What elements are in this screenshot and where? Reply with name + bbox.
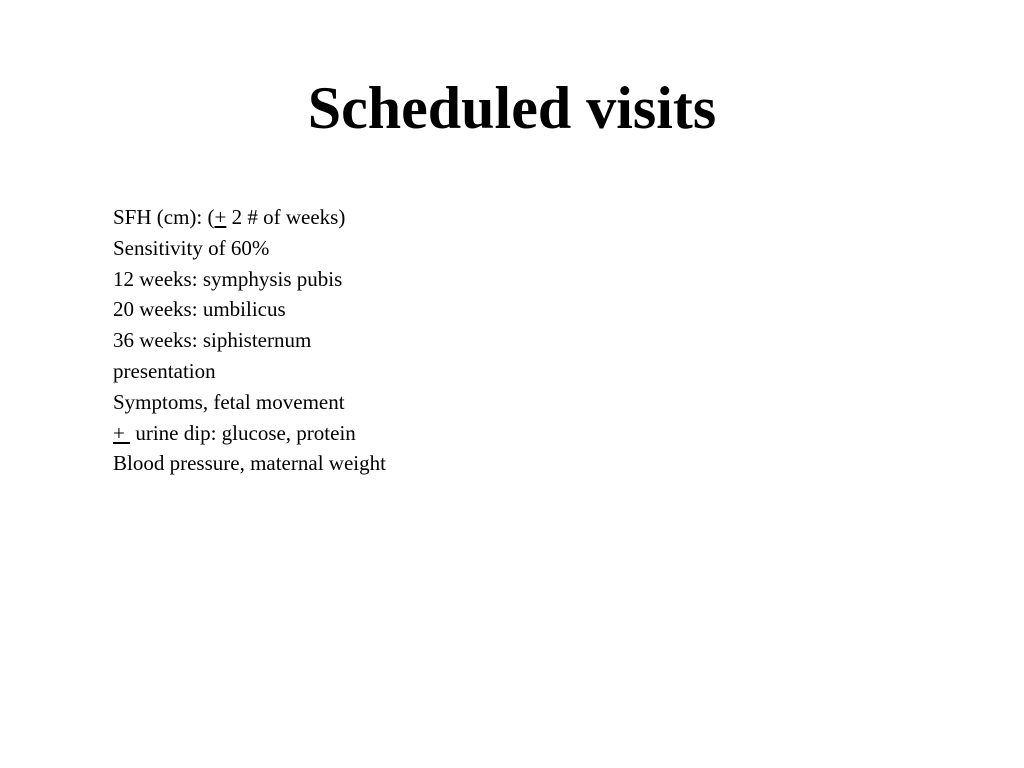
plus-minus-symbol: + (214, 205, 227, 229)
line-sensitivity: Sensitivity of 60% (113, 235, 270, 260)
line-urine-dip (113, 418, 813, 449)
line-blood-pressure: Blood pressure, maternal weight (113, 451, 386, 476)
slide-title: Scheduled visits (307, 75, 717, 141)
bullet-list (113, 202, 813, 479)
sfh-label: SFH (cm): ( (113, 205, 215, 229)
line-20-weeks: 20 weeks: umbilicus (113, 297, 286, 322)
line-presentation: presentation (113, 358, 216, 383)
urine-dip-text: urine dip: glucose, protein (130, 420, 356, 445)
line-sfh (113, 202, 813, 233)
line-symptoms: Symptoms, fetal movement (113, 389, 345, 414)
line-36-weeks: 36 weeks: siphisternum (113, 328, 312, 353)
plus-minus-symbol: + (113, 420, 131, 445)
sfh-rule: 2 # of weeks) (226, 205, 346, 229)
line-12-weeks: 12 weeks: symphysis pubis (113, 266, 343, 291)
